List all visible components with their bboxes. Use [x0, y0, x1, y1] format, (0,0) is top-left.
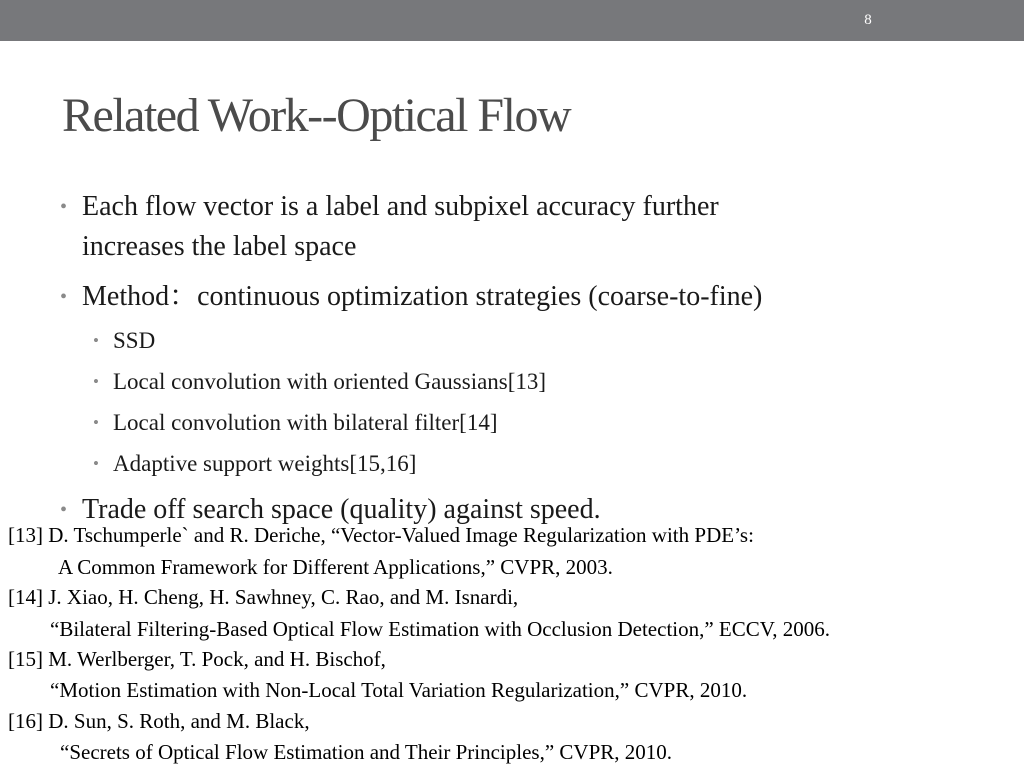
slide-number: 8 [864, 12, 872, 28]
bullet-icon: • [93, 372, 99, 391]
slide-title: Related Work--Optical Flow [62, 89, 571, 142]
reference-authors: [15] M. Werlberger, T. Pock, and H. Bischof, [8, 647, 386, 671]
bullet-text: Local convolution with oriented Gaussians[13] [113, 369, 547, 394]
bullet-text: SSD [113, 328, 156, 353]
reference-title: “Secrets of Optical Flow Estimation and Their Principles,” CVPR, 2010. [60, 740, 673, 764]
reference-title: “Motion Estimation with Non-Local Total Variation Regularization,” CVPR, 2010. [50, 678, 748, 702]
bullet-text: increases the label space [82, 231, 357, 262]
bullet-text: Method：continuous optimization strategies (coarse-to-fine) [82, 281, 763, 312]
bullet-text: Local convolution with bilateral filter[14] [113, 410, 498, 435]
bullet-icon: • [93, 413, 99, 432]
bullet-icon: • [60, 196, 68, 218]
bullet-item-continuation [82, 227, 356, 267]
reference-title: “Bilateral Filtering-Based Optical Flow Estimation with Occlusion Detection,” ECCV, 2006. [50, 617, 830, 641]
bullet-text: Adaptive support weights[15,16] [113, 451, 417, 476]
sub-bullet-item [93, 403, 498, 443]
reference-title: A Common Framework for Different Applications,” CVPR, 2003. [58, 555, 613, 579]
reference-authors: [14] J. Xiao, H. Cheng, H. Sawhney, C. Rao, and M. Isnardi, [8, 585, 519, 609]
sub-bullet-item [93, 321, 156, 361]
bullet-text: Each flow vector is a label and subpixel accuracy further [82, 191, 719, 222]
bullet-item [60, 187, 719, 227]
bullet-item [60, 277, 763, 317]
sub-bullet-item [93, 444, 417, 484]
reference-authors: [13] D. Tschumperle` and R. Deriche, “Vector-Valued Image Regularization with PDE’s: [8, 523, 754, 547]
reference-authors: [16] D. Sun, S. Roth, and M. Black, [8, 709, 310, 733]
bullet-icon: • [93, 454, 99, 473]
bullet-icon: • [60, 499, 68, 521]
sub-bullet-item [93, 362, 547, 402]
bullet-icon: • [93, 331, 99, 350]
top-bar [0, 0, 1024, 41]
bullet-icon: • [60, 286, 68, 308]
bullet-text: Trade off search space (quality) against speed. [82, 494, 601, 525]
